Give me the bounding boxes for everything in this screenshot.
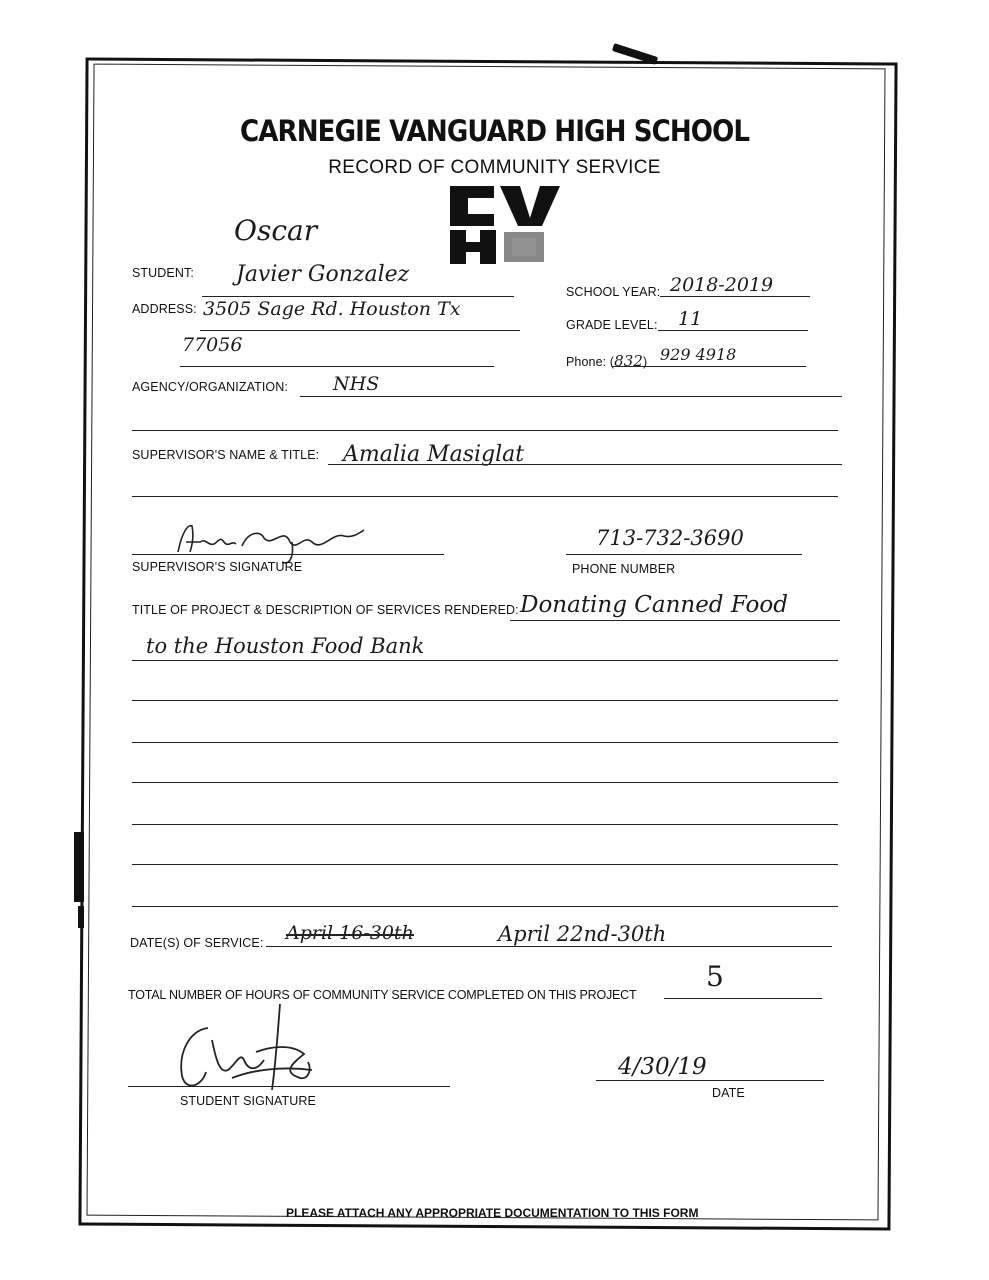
phone-prefix: Phone: ( <box>566 355 615 369</box>
grade-level-line <box>658 330 808 331</box>
address-line2: 77056 <box>182 334 243 356</box>
date-signed-value: 4/30/19 <box>618 1054 707 1080</box>
phone-area-code: 832 <box>614 352 643 370</box>
footer-note: PLEASE ATTACH ANY APPROPRIATE DOCUMENTATION TO THIS FORM <box>286 1206 699 1220</box>
address-line1: 3505 Sage Rd. Houston Tx <box>203 298 461 320</box>
project-line-8 <box>132 906 838 907</box>
phone-number-label: PHONE NUMBER <box>572 562 676 576</box>
phone-line <box>612 366 806 367</box>
form-title: RECORD OF COMMUNITY SERVICE <box>328 157 661 178</box>
supervisor-signature-line <box>132 554 444 555</box>
phone-number-value: 929 4918 <box>660 345 737 364</box>
date-line <box>596 1080 824 1081</box>
supervisor-phone-value: 713-732-3690 <box>596 526 744 550</box>
supervisor-name-line <box>328 464 842 465</box>
agency-label: AGENCY/ORGANIZATION: <box>132 380 288 394</box>
grade-level-value: 11 <box>678 308 703 330</box>
school-year-value: 2018-2019 <box>670 274 774 296</box>
student-name: Javier Gonzalez <box>236 262 410 287</box>
student-first-name: Oscar <box>234 214 318 247</box>
address-line2-rule <box>180 366 494 367</box>
total-hours-label: TOTAL NUMBER OF HOURS OF COMMUNITY SERVICE COMPLETED ON THIS PROJECT <box>128 988 637 1002</box>
phone-paren: ) <box>643 355 648 369</box>
student-signature-image <box>172 1000 322 1092</box>
school-logo <box>446 186 562 266</box>
supervisor-signature-label: SUPERVISOR'S SIGNATURE <box>132 560 303 574</box>
project-line-7 <box>132 864 838 865</box>
address-line1-rule <box>200 330 520 331</box>
dates-struck-text: April 16-30th <box>286 922 414 944</box>
student-label: STUDENT: <box>132 266 194 280</box>
phone-label <box>566 352 647 370</box>
student-line <box>202 296 514 297</box>
dates-line <box>266 946 832 947</box>
agency-value: NHS <box>333 373 380 395</box>
total-hours-value: 5 <box>706 960 724 993</box>
supervisor-name-value: Amalia Masiglat <box>343 442 525 467</box>
supervisor-name-label: SUPERVISOR'S NAME & TITLE: <box>132 448 320 462</box>
student-signature-label: STUDENT SIGNATURE <box>180 1094 316 1108</box>
school-year-label: SCHOOL YEAR: <box>566 285 661 299</box>
project-line-2 <box>132 660 838 661</box>
dates-struck-value <box>286 922 414 944</box>
project-title-label: TITLE OF PROJECT & DESCRIPTION OF SERVICES RENDERED: <box>132 603 519 617</box>
date-label: DATE <box>712 1086 745 1100</box>
project-line-3 <box>132 700 838 701</box>
address-label: ADDRESS: <box>132 302 197 316</box>
project-line1-value: Donating Canned Food <box>520 592 788 618</box>
project-line-4 <box>132 742 838 743</box>
total-hours-line <box>664 998 822 999</box>
supervisor-name-line-2 <box>132 496 838 497</box>
project-line-5 <box>132 782 838 783</box>
grade-level-label: GRADE LEVEL: <box>566 318 658 332</box>
student-signature-line <box>128 1086 450 1087</box>
dates-value: April 22nd-30th <box>498 922 667 946</box>
supervisor-phone-line <box>566 554 802 555</box>
agency-line-2 <box>132 430 838 431</box>
school-year-line <box>660 296 810 297</box>
project-line2-value: to the Houston Food Bank <box>146 634 425 658</box>
dates-label: DATE(S) OF SERVICE: <box>130 936 264 950</box>
project-line-6 <box>132 824 838 825</box>
project-line-1 <box>510 620 840 621</box>
school-name: CARNEGIE VANGUARD HIGH SCHOOL <box>239 114 750 148</box>
agency-line <box>300 396 842 397</box>
